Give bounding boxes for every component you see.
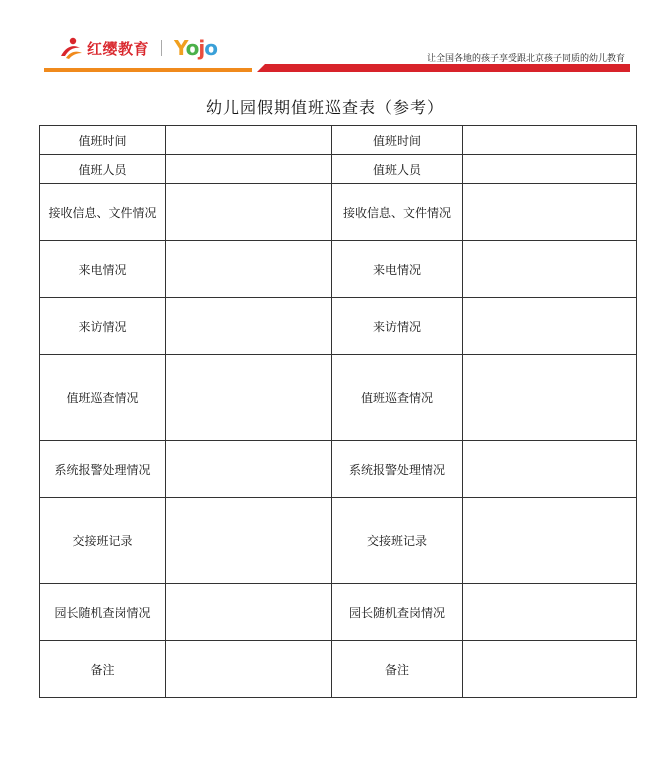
value-cell-left[interactable] [166, 184, 332, 241]
row-label-left: 接收信息、文件情况 [40, 184, 166, 241]
value-cell-left[interactable] [166, 641, 332, 698]
value-cell-right[interactable] [463, 298, 637, 355]
row-label-left: 来电情况 [40, 241, 166, 298]
yojo-logo: Yojo [174, 36, 218, 60]
row-label-left: 系统报警处理情况 [40, 441, 166, 498]
row-label-right: 值班巡查情况 [332, 355, 463, 441]
table-row [40, 641, 637, 698]
row-label-right: 值班时间 [332, 126, 463, 155]
table-row [40, 126, 637, 155]
value-cell-left[interactable] [166, 441, 332, 498]
value-cell-right[interactable] [463, 441, 637, 498]
value-cell-left[interactable] [166, 298, 332, 355]
table-row [40, 241, 637, 298]
header-bar-orange [44, 68, 252, 72]
row-label-left: 值班人员 [40, 155, 166, 184]
row-label-left: 值班时间 [40, 126, 166, 155]
hongying-logo-icon [58, 36, 84, 60]
page-title: 幼儿园假期值班巡查表（参考） [205, 98, 444, 117]
duty-table [39, 125, 637, 698]
value-cell-right[interactable] [463, 155, 637, 184]
row-label-right: 来电情况 [332, 241, 463, 298]
value-cell-right[interactable] [463, 355, 637, 441]
value-cell-right[interactable] [463, 641, 637, 698]
row-label-left: 来访情况 [40, 298, 166, 355]
header-bar-red [257, 64, 630, 72]
row-label-right: 系统报警处理情况 [332, 441, 463, 498]
row-label-left: 园长随机查岗情况 [40, 584, 166, 641]
value-cell-right[interactable] [463, 126, 637, 155]
logo-area [58, 34, 217, 62]
table-row [40, 184, 637, 241]
value-cell-right[interactable] [463, 584, 637, 641]
row-label-right: 备注 [332, 641, 463, 698]
row-label-right: 交接班记录 [332, 498, 463, 584]
row-label-right: 值班人员 [332, 155, 463, 184]
row-label-right: 园长随机查岗情况 [332, 584, 463, 641]
value-cell-left[interactable] [166, 241, 332, 298]
table-row [40, 584, 637, 641]
value-cell-left[interactable] [166, 355, 332, 441]
row-label-right: 接收信息、文件情况 [332, 184, 463, 241]
value-cell-left[interactable] [166, 498, 332, 584]
table-row [40, 298, 637, 355]
slogan: 让全国各地的孩子享受跟北京孩子同质的幼儿教育 [426, 54, 625, 64]
logo-divider [161, 40, 162, 56]
row-label-left: 交接班记录 [40, 498, 166, 584]
value-cell-right[interactable] [463, 184, 637, 241]
table-row [40, 155, 637, 184]
row-label-left: 值班巡查情况 [40, 355, 166, 441]
value-cell-left[interactable] [166, 126, 332, 155]
value-cell-right[interactable] [463, 241, 637, 298]
row-label-left: 备注 [40, 641, 166, 698]
table-row [40, 441, 637, 498]
table-row [40, 498, 637, 584]
table-row [40, 355, 637, 441]
brand-name: 红缨教育 [87, 39, 150, 58]
row-label-right: 来访情况 [332, 298, 463, 355]
value-cell-right[interactable] [463, 498, 637, 584]
value-cell-left[interactable] [166, 584, 332, 641]
value-cell-left[interactable] [166, 155, 332, 184]
page-header [0, 0, 650, 80]
